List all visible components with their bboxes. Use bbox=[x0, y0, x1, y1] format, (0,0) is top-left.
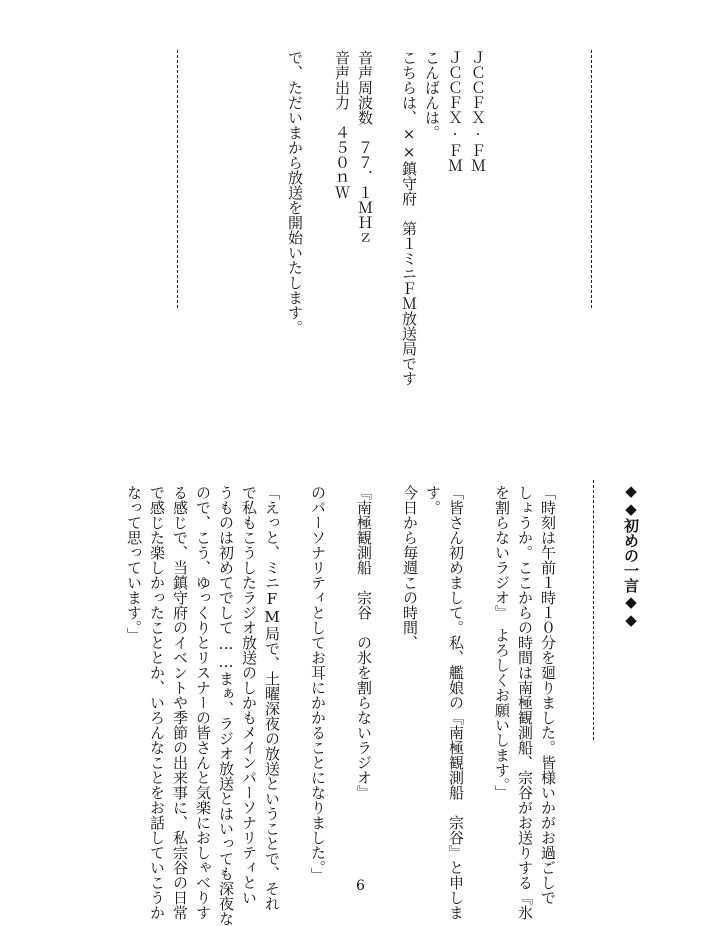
power-line: 音声出力 ４５０ｎＷ bbox=[333, 50, 351, 200]
paragraph-line-2: しょうか。ここからの時間は南極観測船、宗谷がお送りする『氷 bbox=[516, 485, 534, 920]
paragraph-line-8: のパーソナリティとしてお耳にかかることになりました。」 bbox=[309, 485, 327, 883]
paragraph-line-7: 『南極観測船 宗谷 の氷を割らないラジオ』 bbox=[355, 485, 373, 800]
paragraph-line-15: なって思っています。」 bbox=[125, 485, 143, 643]
dashed-rule-top-right bbox=[591, 50, 592, 308]
paragraph-line-1: 「時刻は午前１時１０分を廻りました。皆様いかがお過ごしで bbox=[539, 485, 557, 905]
paragraph-line-5: す。 bbox=[424, 485, 442, 515]
section-heading: ◆◆初めの一言◆◆ bbox=[622, 482, 640, 629]
greeting-line: こんばんは。 bbox=[423, 50, 441, 140]
callsign-line-1: ＪＣＣＦＸ·ＦＭ bbox=[469, 50, 487, 173]
paragraph-line-3: を割らないラジオ』 よろしくお願いします。」 bbox=[493, 485, 511, 800]
paragraph-line-14: で感じた楽しかったこととか、いろんなことをお話していこうか bbox=[148, 485, 166, 920]
broadcast-start-line: で、ただいまから放送を開始いたします。 bbox=[286, 50, 304, 335]
station-line: こちらは、××鎮守府 第１ミニＦＭ放送局です bbox=[400, 50, 418, 386]
frequency-line: 音声周波数 ７７．１ＭＨｚ bbox=[356, 50, 374, 245]
paragraph-line-4: 「皆さん初めまして。私、艦娘の『南極観測船 宗谷』と申しま bbox=[447, 485, 465, 920]
callsign-line-2: ＪＣＣＦＸ·ＦＭ bbox=[446, 50, 464, 173]
paragraph-line-9: 「えっと、ミニFM局で、土曜深夜の放送ということで、それ bbox=[263, 485, 281, 911]
page-number: 6 bbox=[356, 878, 365, 894]
paragraph-line-13: る感じで、当鎮守府のイベントや季節の出来事に、私宗谷の日常 bbox=[171, 485, 189, 920]
paragraph-line-12: ので、こう、ゆっくりとリスナーの皆さんと気楽におしゃべりす bbox=[194, 485, 212, 920]
paragraph-line-11: うものは初めてでして……まぁ、ラジオ放送とはいっても深夜な bbox=[217, 485, 235, 926]
paragraph-line-10: で私もこうしたラジオ放送のしかもメインパーソナリティとい bbox=[240, 485, 258, 905]
paragraph-line-6: 今日から毎週この時間、 bbox=[401, 485, 419, 650]
dashed-rule-top-left bbox=[177, 50, 178, 308]
dashed-rule-section bbox=[593, 480, 594, 740]
